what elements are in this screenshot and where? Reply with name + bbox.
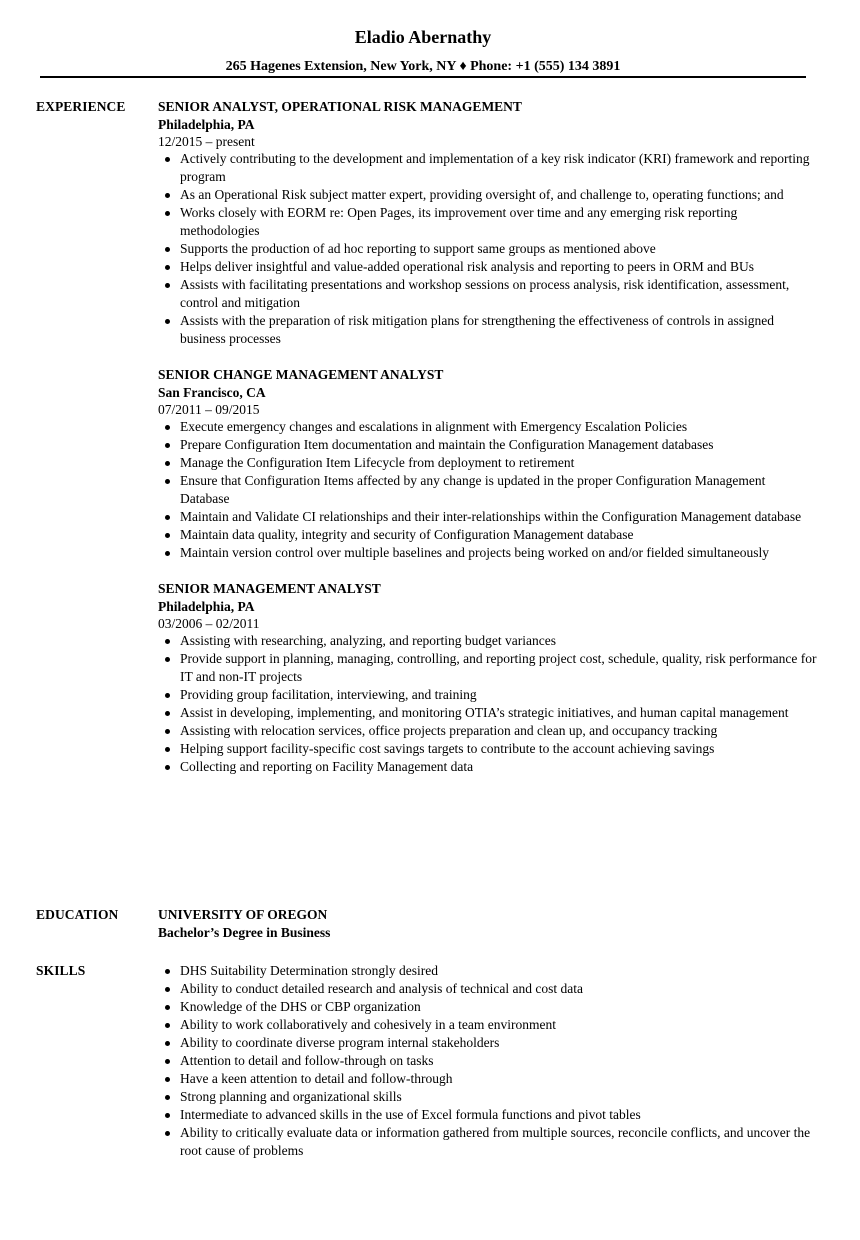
duty-item: Maintain data quality, integrity and security of Configuration Management database bbox=[158, 526, 818, 544]
skills-list bbox=[158, 962, 818, 1160]
duty-item: Maintain version control over multiple baselines and projects being worked on and/or fielded simultaneously bbox=[158, 544, 818, 562]
job-location: Philadelphia, PA bbox=[158, 117, 255, 132]
bullet-icon bbox=[165, 479, 170, 484]
bullet-icon bbox=[165, 551, 170, 556]
bullet-icon bbox=[165, 693, 170, 698]
duty-item: Execute emergency changes and escalations in alignment with Emergency Escalation Policies bbox=[158, 418, 818, 436]
section-label-skills: SKILLS bbox=[36, 963, 86, 978]
experience-list bbox=[158, 98, 818, 794]
section-label-education: EDUCATION bbox=[36, 907, 119, 922]
job-duties bbox=[158, 150, 818, 348]
bullet-icon bbox=[165, 461, 170, 466]
school-name: UNIVERSITY OF OREGON bbox=[158, 907, 328, 922]
skill-item: Have a keen attention to detail and follow-through bbox=[158, 1070, 818, 1088]
duty-item: Helping support facility-specific cost savings targets to contribute to the account achieving savings bbox=[158, 740, 818, 758]
duty-item: Helps deliver insightful and value-added operational risk analysis and reporting to peers in ORM and BUs bbox=[158, 258, 818, 276]
bullet-icon bbox=[165, 657, 170, 662]
skill-item: Ability to critically evaluate data or information gathered from multiple sources, reconcile conflicts, and uncover the root cause of problems bbox=[158, 1124, 818, 1160]
bullet-icon bbox=[165, 1095, 170, 1100]
bullet-icon bbox=[165, 425, 170, 430]
duty-item: Ensure that Configuration Items affected by any change is updated in the proper Configuration Management Database bbox=[158, 472, 818, 508]
duty-item: Provide support in planning, managing, controlling, and reporting project cost, schedule, quality, risk performance for IT and non-IT projects bbox=[158, 650, 818, 686]
bullet-icon bbox=[165, 247, 170, 252]
duty-item: Assisting with researching, analyzing, and reporting budget variances bbox=[158, 632, 818, 650]
bullet-icon bbox=[165, 747, 170, 752]
bullet-icon bbox=[165, 211, 170, 216]
bullet-icon bbox=[165, 729, 170, 734]
section-label-experience: EXPERIENCE bbox=[36, 99, 126, 114]
bullet-icon bbox=[165, 1005, 170, 1010]
job-title: SENIOR ANALYST, OPERATIONAL RISK MANAGEMENT bbox=[158, 99, 522, 114]
bullet-icon bbox=[165, 765, 170, 770]
bullet-icon bbox=[165, 515, 170, 520]
bullet-icon bbox=[165, 443, 170, 448]
duty-item: Maintain and Validate CI relationships and their inter-relationships within the Configuration Management database bbox=[158, 508, 818, 526]
skill-item: Strong planning and organizational skills bbox=[158, 1088, 818, 1106]
skill-item: Ability to work collaboratively and cohesively in a team environment bbox=[158, 1016, 818, 1034]
duty-item: Assisting with relocation services, office projects preparation and clean up, and occupancy tracking bbox=[158, 722, 818, 740]
bullet-icon bbox=[165, 1131, 170, 1136]
bullet-icon bbox=[165, 1041, 170, 1046]
bullet-icon bbox=[165, 533, 170, 538]
job-entry bbox=[158, 98, 818, 348]
job-duties bbox=[158, 632, 818, 776]
skill-item: Attention to detail and follow-through on tasks bbox=[158, 1052, 818, 1070]
job-duties bbox=[158, 418, 818, 562]
duty-item: Assists with facilitating presentations and workshop sessions on process analysis, risk identification, assessment, control and mitigation bbox=[158, 276, 818, 312]
duty-item: Supports the production of ad hoc reporting to support same groups as mentioned above bbox=[158, 240, 818, 258]
duty-item: Works closely with EORM re: Open Pages, its improvement over time and any emerging risk reporting methodologies bbox=[158, 204, 818, 240]
job-title: SENIOR CHANGE MANAGEMENT ANALYST bbox=[158, 367, 444, 382]
job-location: Philadelphia, PA bbox=[158, 599, 255, 614]
bullet-icon bbox=[165, 969, 170, 974]
job-entry bbox=[158, 580, 818, 776]
job-dates: 12/2015 – present bbox=[158, 134, 255, 149]
candidate-name: Eladio Abernathy bbox=[354, 27, 492, 47]
duty-item: Assists with the preparation of risk mitigation plans for strengthening the effectiveness of controls in assigned business processes bbox=[158, 312, 818, 348]
job-entry bbox=[158, 366, 818, 562]
job-dates: 07/2011 – 09/2015 bbox=[158, 402, 260, 417]
duty-item: As an Operational Risk subject matter expert, providing oversight of, and challenge to, operating functions; and bbox=[158, 186, 818, 204]
skill-item: Ability to coordinate diverse program internal stakeholders bbox=[158, 1034, 818, 1052]
skills-list-container bbox=[158, 962, 818, 1160]
header-divider bbox=[40, 76, 806, 78]
bullet-icon bbox=[165, 1059, 170, 1064]
duty-item: Actively contributing to the development and implementation of a key risk indicator (KRI) framework and reporting program bbox=[158, 150, 818, 186]
bullet-icon bbox=[165, 283, 170, 288]
skill-item: Knowledge of the DHS or CBP organization bbox=[158, 998, 818, 1016]
bullet-icon bbox=[165, 1023, 170, 1028]
education-entry bbox=[158, 906, 818, 942]
job-title: SENIOR MANAGEMENT ANALYST bbox=[158, 581, 381, 596]
skill-item: DHS Suitability Determination strongly desired bbox=[158, 962, 818, 980]
skill-item: Ability to conduct detailed research and analysis of technical and cost data bbox=[158, 980, 818, 998]
duty-item: Providing group facilitation, interviewing, and training bbox=[158, 686, 818, 704]
contact-info: 265 Hagenes Extension, New York, NY ♦ Phone: +1 (555) 134 3891 bbox=[225, 59, 621, 74]
job-dates: 03/2006 – 02/2011 bbox=[158, 616, 260, 631]
duty-item: Assist in developing, implementing, and monitoring OTIA’s strategic initiatives, and human capital management bbox=[158, 704, 818, 722]
duty-item: Collecting and reporting on Facility Management data bbox=[158, 758, 818, 776]
bullet-icon bbox=[165, 319, 170, 324]
bullet-icon bbox=[165, 265, 170, 270]
skill-item: Intermediate to advanced skills in the use of Excel formula functions and pivot tables bbox=[158, 1106, 818, 1124]
bullet-icon bbox=[165, 1077, 170, 1082]
degree: Bachelor’s Degree in Business bbox=[158, 925, 331, 940]
bullet-icon bbox=[165, 1113, 170, 1118]
bullet-icon bbox=[165, 193, 170, 198]
job-location: San Francisco, CA bbox=[158, 385, 266, 400]
bullet-icon bbox=[165, 987, 170, 992]
bullet-icon bbox=[165, 157, 170, 162]
duty-item: Manage the Configuration Item Lifecycle from deployment to retirement bbox=[158, 454, 818, 472]
bullet-icon bbox=[165, 639, 170, 644]
duty-item: Prepare Configuration Item documentation and maintain the Configuration Management databases bbox=[158, 436, 818, 454]
bullet-icon bbox=[165, 711, 170, 716]
